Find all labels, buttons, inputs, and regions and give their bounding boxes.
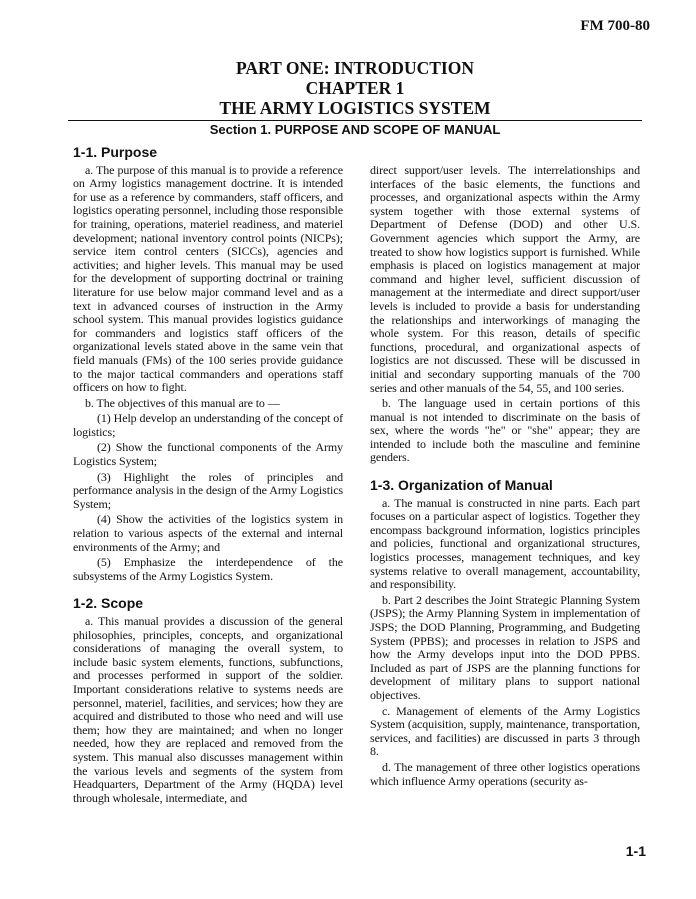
objective-item: (1) Help develop an understanding of the concept of logistics;: [73, 411, 343, 439]
objective-item: (4) Show the activities of the logistics system in relation to various aspects of the external and internal environments of the Army; and: [73, 512, 343, 554]
scope-heading: 1-2. Scope: [73, 595, 144, 612]
objective-item: (5) Emphasize the interdependence of the subsystems of the Army Logistics System.: [73, 555, 343, 583]
scope-paragraph-a: a. This manual provides a discussion of the general philosophies, principles, concepts, and organizational considerations of managing the overall system, to include basic system elements, functions, subfunctions, and processes performed in support of the soldier. Important considerations relative to systems needs are personnel, materiel, facilities, and services; how they are acquired and distributed to those who need and will use them; how they are maintained; and when no longer needed, how they are replaced and removed from the system. This manual also discusses management within the various levels and segments of the system from Headquarters, Department of the Army (HQDA) level through wholesale, intermediate, and: [73, 614, 343, 805]
organization-paragraph-b: b. Part 2 describes the Joint Strategic Planning System (JSPS); the Army Planning System in implementation of JSPS; the DOD Planning, Programming, and Budgeting System (PPBS); and processes in relation to JSPS and how the Army develops input into the DOD PPBS. Included as part of JSPS are the planning functions for development of military plans to support national objectives.: [370, 592, 640, 702]
objective-item: (3) Highlight the roles of principles and performance analysis in the design of the Army Logistics System;: [73, 469, 343, 511]
objective-item: (2) Show the functional components of the Army Logistics System;: [73, 440, 343, 469]
left-column: [73, 146, 343, 807]
organization-heading: 1-3. Organization of Manual: [370, 477, 553, 494]
title-rule: [68, 120, 642, 121]
document-id: FM 700-80: [580, 18, 650, 34]
section-heading: Section 1. PURPOSE AND SCOPE OF MANUAL: [209, 122, 501, 137]
purpose-paragraph-a: a. The purpose of this manual is to provide a reference on Army logistics management doctrine. It is intended for use as a reference by commanders, staff officers, and logistics operating personnel, including those responsible for training, operations, materiel readiness, and materiel development; national inventory control points (NICPs); service item control centers (SICCs), agencies and activities; and higher levels. This manual may be used for the development of supporting doctrinal or training literature for use below major command level and as a text in advanced courses of instruction in the Army school system. This manual provides logistics guidance for commanders and logistics staff officers of the organizational levels stated above in the same vein that field manuals (FMs) of the 100 series provide guidance to the major tactical commanders and operations staff officers on how to fight.: [73, 162, 343, 395]
purpose-paragraph-b: b. The objectives of this manual are to —: [85, 395, 280, 410]
title-block: [68, 58, 642, 118]
chapter-title: CHAPTER 1: [305, 78, 405, 98]
right-column: [370, 164, 640, 790]
page-number: 1-1: [625, 843, 646, 859]
part-title: PART ONE: INTRODUCTION: [236, 58, 474, 78]
purpose-heading: 1-1. Purpose: [73, 144, 158, 160]
chapter-name: THE ARMY LOGISTICS SYSTEM: [219, 98, 491, 118]
scope-paragraph-b: b. The language used in certain portions of this manual is not intended to discriminate on the basis of sex, where the words "he" or "she" appear; they are intended to include both the masculine and feminine genders.: [370, 396, 640, 465]
organization-paragraph-a: a. The manual is constructed in nine parts. Each part focuses on a particular aspect of logistics. Together they encompass background information, logistics principles and policies, functional and organizational structures, logistics processes, management techniques, and key systems relative to overall management, accountability, and responsibility.: [370, 495, 640, 592]
organization-paragraph-d: d. The management of three other logistics operations which influence Army operations (security as-: [370, 759, 640, 788]
organization-paragraph-c: c. Management of elements of the Army Logistics System (acquisition, supply, maintenance, transportation, services, and facilities) are discussed in parts 3 through 8.: [370, 703, 640, 759]
scope-paragraph-a-continued: direct support/user levels. The interrelationships and interfaces of the basic elements, the functions and processes, and organizational aspects within the Army system together with those external systems of Department of Defense (DOD) and other U.S. Government agencies which support the Army, are treated to show how logistics support is furnished. While emphasis is placed on logistics management at major command and higher level, sufficient discussion of management at the intermediate and direct support/user levels is included to provide a basis for understanding the relationships and interworkings of managing the whole system. For this reason, details of specific functions, procedural, and organizational aspects of logistics are not discussed. These will be discussed in initial and secondary supporting manuals of the 700 series and other manuals of the 54, 55, and 100 series.: [370, 163, 640, 395]
